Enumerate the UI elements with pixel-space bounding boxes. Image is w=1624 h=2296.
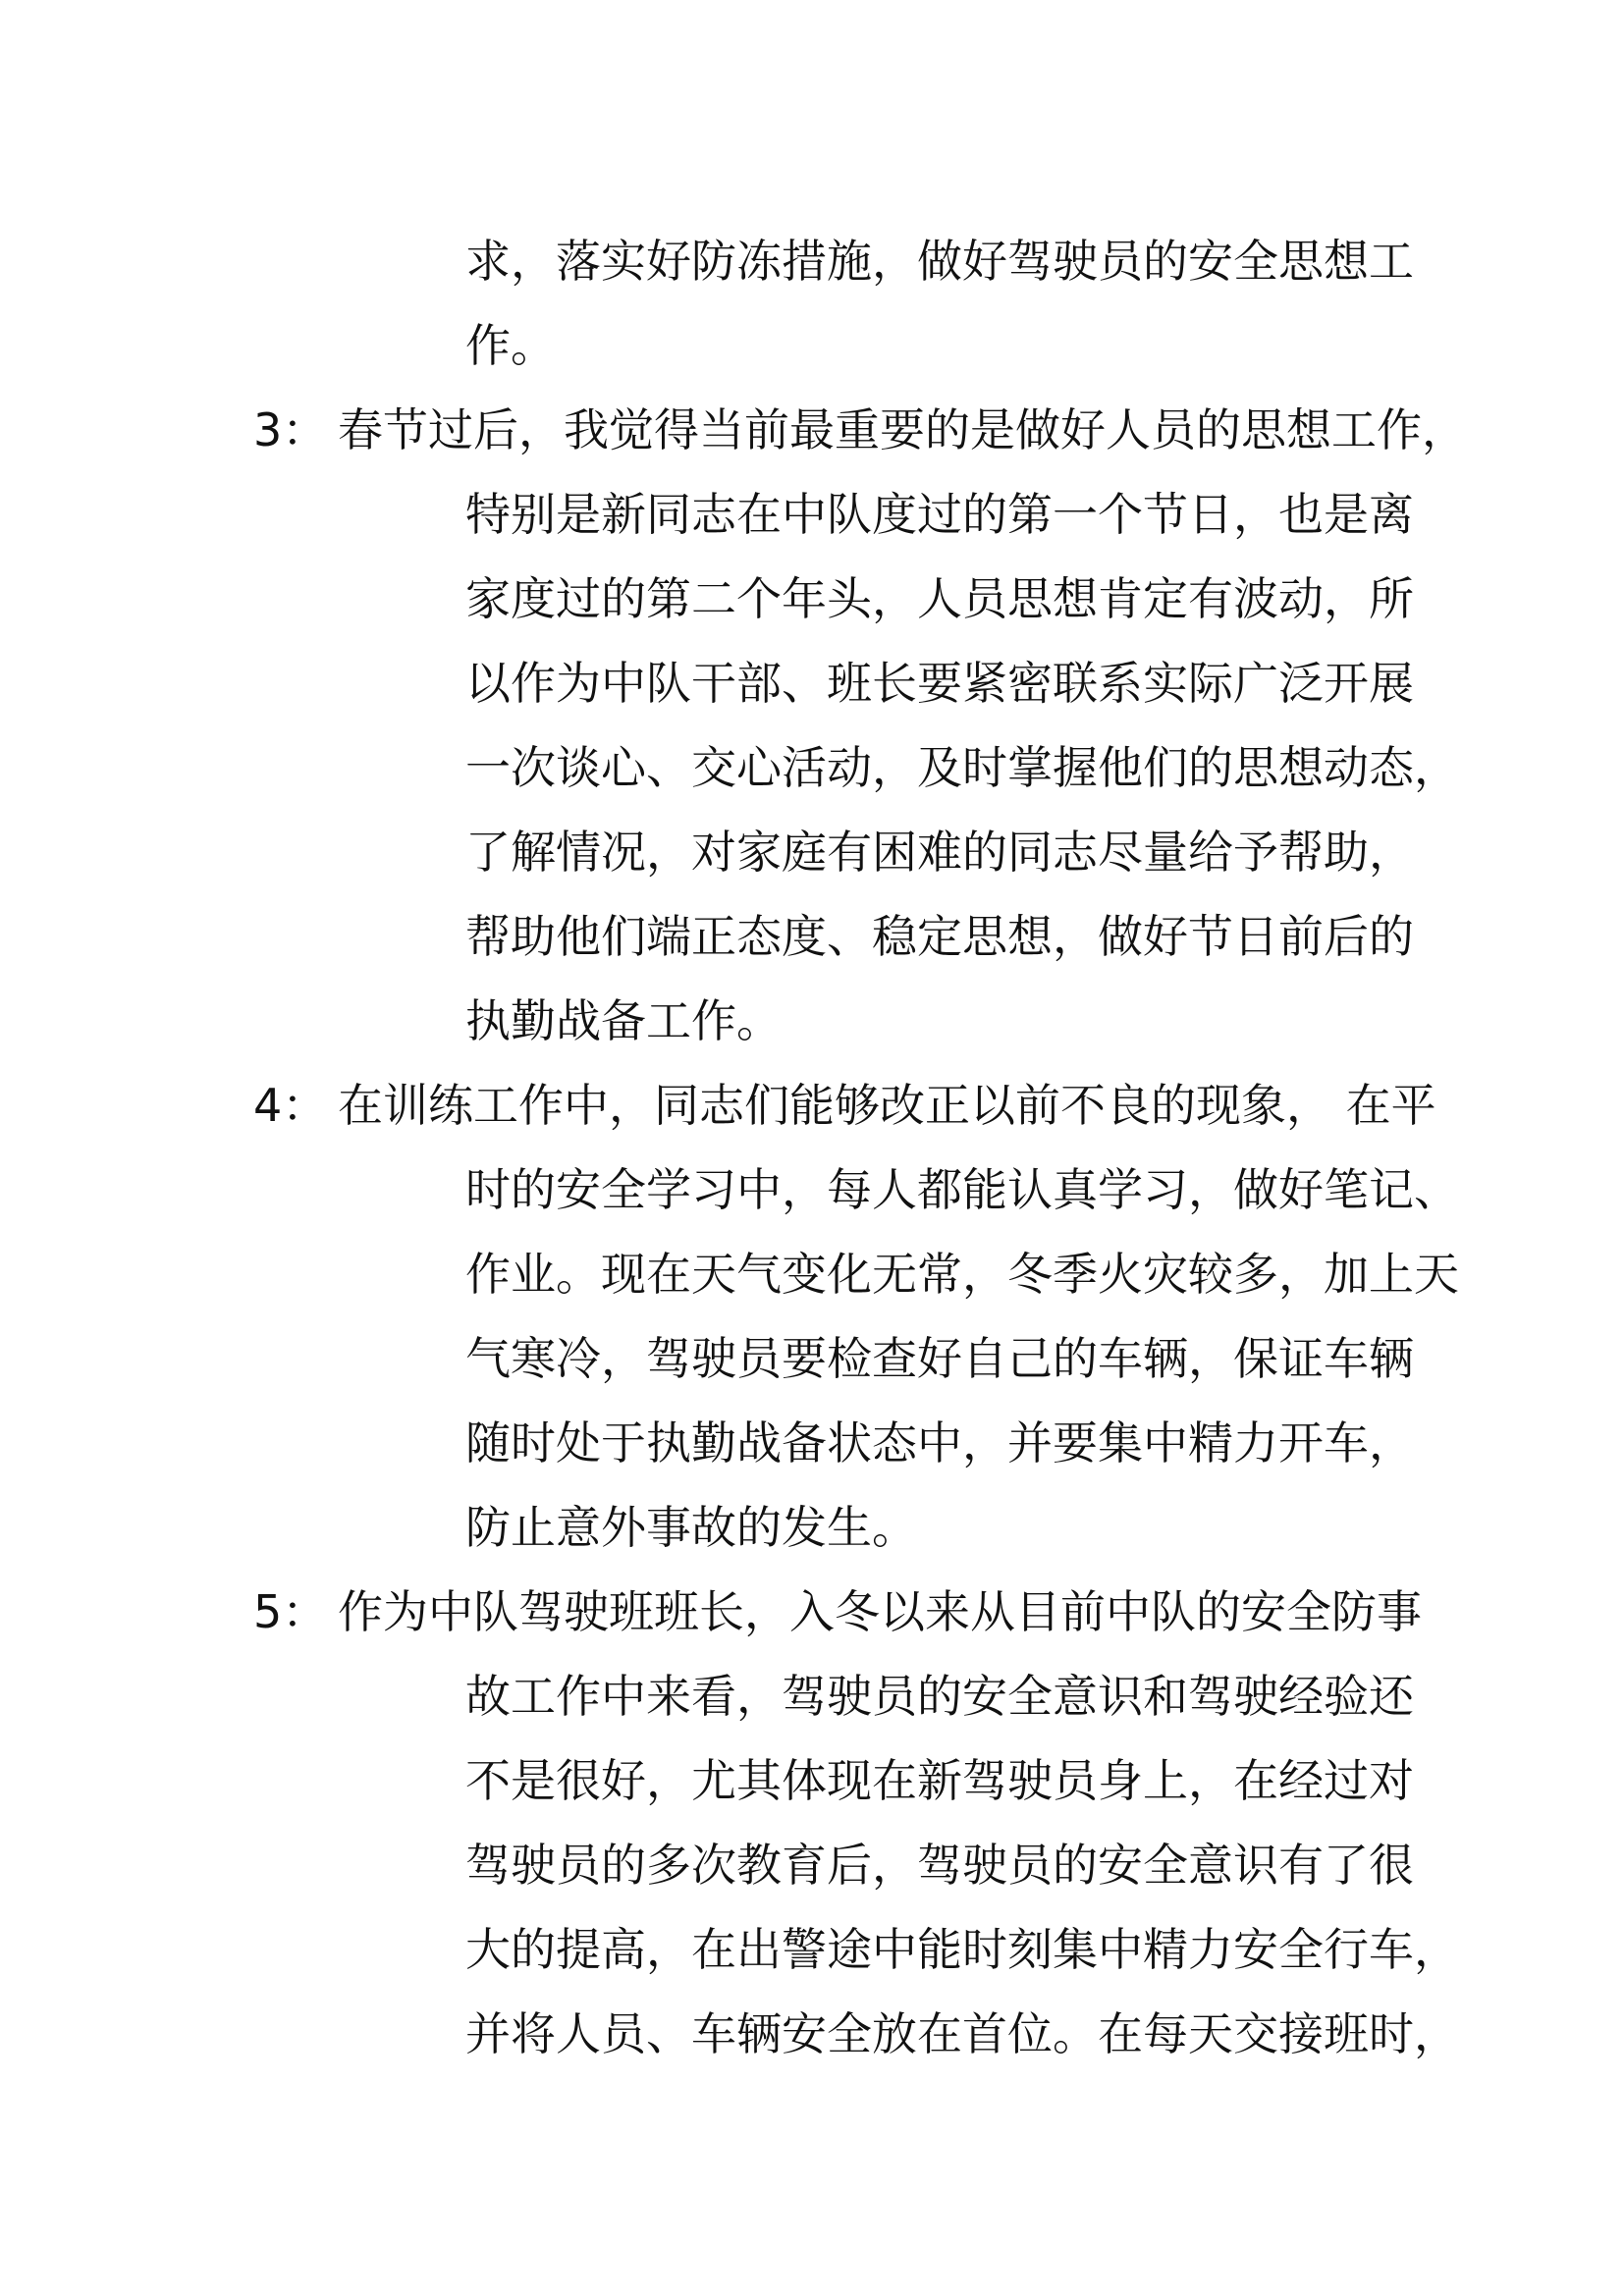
item3-line-4: 以作为中队干部、班长要紧密联系实际广泛开展	[465, 657, 1414, 710]
item3-line-6: 了解情况，对家庭有困难的同志尽量给予帮助，	[465, 826, 1414, 879]
item5-line-6: 并将人员、车辆安全放在首位。在每天交接班时，	[465, 2007, 1459, 2060]
item5-line-2: 故工作中来看，驾驶员的安全意识和驾驶经验还	[465, 1670, 1414, 1723]
item2-line-1: 求，落实好防冻措施，做好驾驶员的安全思想工	[465, 235, 1414, 288]
item4-number: 4：	[253, 1079, 328, 1132]
item3-line-3: 家度过的第二个年头，人员思想肯定有波动，所	[465, 572, 1414, 625]
item5-number: 5：	[253, 1585, 328, 1638]
item5-line-1: 作为中队驾驶班班长，入冬以来从目前中队的安全防事	[338, 1585, 1422, 1638]
item3-number: 3：	[253, 403, 328, 456]
item3-line-2: 特别是新同志在中队度过的第一个节日，也是离	[465, 488, 1414, 541]
item5-line-3: 不是很好，尤其体现在新驾驶员身上，在经过对	[465, 1754, 1414, 1807]
item4-line-4: 气寒冷，驾驶员要检查好自己的车辆，保证车辆	[465, 1332, 1414, 1385]
item5-line-5: 大的提高，在出警途中能时刻集中精力安全行车，	[465, 1923, 1459, 1976]
item5-line-4: 驾驶员的多次教育后，驾驶员的安全意识有了很	[465, 1839, 1414, 1892]
item3-line-8: 执勤战备工作。	[465, 994, 782, 1047]
item4-line-2: 时的安全学习中，每人都能认真学习，做好笔记、	[465, 1163, 1459, 1216]
item3-line-1: 春节过后，我觉得当前最重要的是做好人员的思想工作，	[338, 403, 1467, 456]
item4-line-6: 防止意外事故的发生。	[465, 1501, 917, 1554]
item4-line-5: 随时处于执勤战备状态中，并要集中精力开车，	[465, 1416, 1414, 1469]
item4-line-3: 作业。现在天气变化无常，冬季火灾较多，加上天	[465, 1248, 1459, 1301]
item3-line-7: 帮助他们端正态度、稳定思想，做好节日前后的	[465, 910, 1414, 963]
item3-line-5: 一次谈心、交心活动，及时掌握他们的思想动态，	[465, 741, 1459, 794]
item4-line-1: 在训练工作中，同志们能够改正以前不良的现象， 在平	[338, 1079, 1436, 1132]
item2-line-2: 作。	[465, 319, 556, 372]
